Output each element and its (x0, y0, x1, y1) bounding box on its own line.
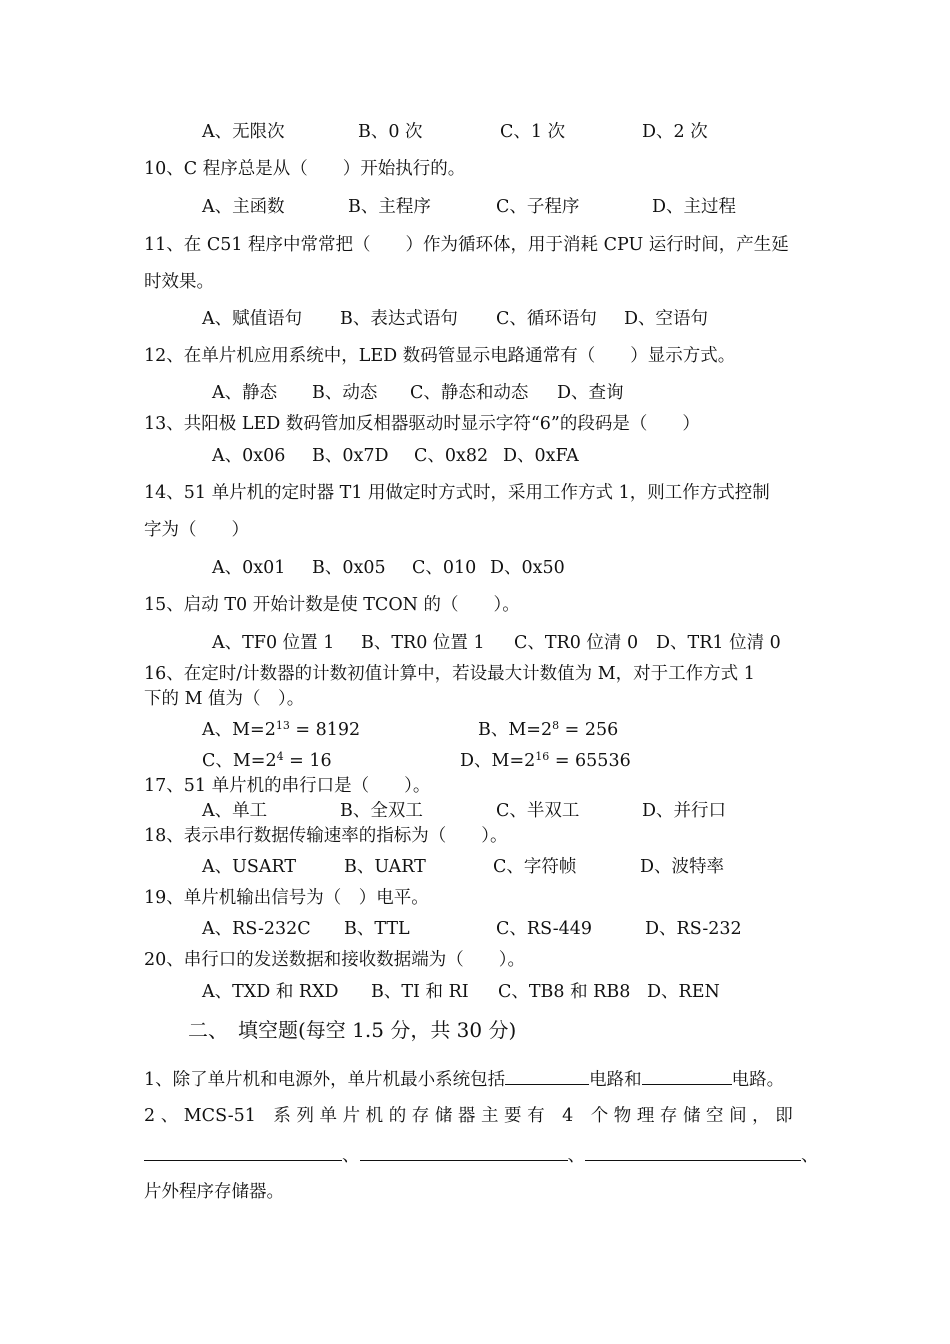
q14-option-b: B、0x05 (312, 558, 386, 578)
q9-option-b: B、0 次 (358, 122, 423, 142)
q14-stem-line1: 14、51 单片机的定时器 T1 用做定时方式时，采用工作方式 1，则工作方式控制 (144, 483, 770, 503)
fill2-separator-1: 、 (342, 1146, 360, 1166)
q16-b-base: B、M=2 (478, 720, 553, 740)
q10-option-b: B、主程序 (348, 197, 431, 217)
fill1-text-part1: 1、除了单片机和电源外，单片机最小系统包括 (144, 1070, 506, 1090)
q12-stem: 12、在单片机应用系统中，LED 数码管显示电路通常有（ ）显示方式。 (144, 346, 736, 366)
q13-option-c: C、0x82 (414, 446, 489, 466)
q9-option-c: C、1 次 (500, 122, 566, 142)
fill1-blank-1[interactable] (505, 1066, 589, 1085)
section-two-heading: 二、 填空题(每空 1.5 分，共 30 分) (188, 1018, 517, 1042)
q18-stem: 18、表示串行数据传输速率的指标为（ ）。 (144, 826, 508, 846)
q16-a-base: A、M=2 (202, 720, 276, 740)
q16-c-value: = 16 (283, 751, 332, 771)
q10-option-c: C、子程序 (496, 197, 580, 217)
q20-option-b: B、TI 和 RI (371, 982, 469, 1002)
fill1-blank-2[interactable] (642, 1066, 732, 1085)
q17-option-d: D、并行口 (642, 801, 727, 821)
q9-option-d: D、2 次 (642, 122, 708, 142)
q16-c-base: C、M=2 (202, 751, 277, 771)
q16-d-base: D、M=2 (460, 751, 536, 771)
q11-option-b: B、表达式语句 (340, 309, 458, 329)
fill-question-2-line1: 2 、 MCS-51 系 列 单 片 机 的 存 储 器 主 要 有 4 个 物 理 存 储 空 间 ， 即 (144, 1106, 793, 1126)
fill2-blank-3[interactable] (585, 1142, 801, 1161)
q18-option-c: C、字符帧 (493, 857, 577, 877)
fill2-blank-1[interactable] (144, 1142, 342, 1161)
q14-option-d: D、0x50 (490, 558, 565, 578)
q9-option-a: A、无限次 (202, 122, 285, 142)
q16-option-c (202, 749, 332, 773)
q12-option-c: C、静态和动态 (410, 383, 529, 403)
q16-b-exponent: 8 (552, 719, 560, 732)
q15-option-b: B、TR0 位置 1 (361, 633, 485, 653)
q20-option-d: D、REN (647, 982, 720, 1002)
q16-a-exponent: 13 (275, 719, 290, 732)
q18-option-d: D、波特率 (640, 857, 725, 877)
q16-d-exponent: 16 (535, 750, 550, 763)
fill-question-2-blanks (144, 1142, 819, 1168)
q13-option-b: B、0x7D (312, 446, 389, 466)
q16-option-a (202, 718, 360, 742)
q11-option-d: D、空语句 (624, 309, 709, 329)
q16-b-value: = 256 (559, 720, 619, 740)
q20-option-c: C、TB8 和 RB8 (498, 982, 631, 1002)
q12-option-d: D、查询 (557, 383, 624, 403)
q16-stem-line1: 16、在定时/计数器的计数初值计算中，若设最大计数值为 M，对于工作方式 1 (144, 664, 755, 684)
q17-stem: 17、51 单片机的串行口是（ ）。 (144, 776, 431, 796)
q15-stem: 15、启动 T0 开始计数是使 TCON 的（ ）。 (144, 595, 520, 615)
q10-stem: 10、C 程序总是从（ ）开始执行的。 (144, 159, 466, 179)
q17-option-b: B、全双工 (340, 801, 423, 821)
q12-option-a: A、静态 (212, 383, 278, 403)
q13-option-d: D、0xFA (503, 446, 579, 466)
q15-option-d: D、TR1 位清 0 (656, 633, 781, 653)
q10-option-a: A、主函数 (202, 197, 285, 217)
q16-option-d (460, 749, 631, 773)
q17-option-c: C、半双工 (496, 801, 580, 821)
q19-option-c: C、RS-449 (496, 919, 593, 939)
fill2-separator-3: 、 (801, 1146, 819, 1166)
q18-option-a: A、USART (202, 857, 297, 877)
fill1-text-part2: 电路和 (589, 1070, 642, 1090)
q11-stem-line1: 11、在 C51 程序中常常把（ ）作为循环体，用于消耗 CPU 运行时间，产生延 (144, 235, 789, 255)
fill-question-2-line3: 片外程序存储器。 (144, 1182, 284, 1202)
q19-option-d: D、RS-232 (645, 919, 742, 939)
q14-option-c: C、010 (412, 558, 477, 578)
q17-option-a: A、单工 (202, 801, 268, 821)
q15-option-a: A、TF0 位置 1 (212, 633, 335, 653)
q20-option-a: A、TXD 和 RXD (202, 982, 339, 1002)
q19-option-a: A、RS-232C (202, 919, 311, 939)
fill1-text-part3: 电路。 (731, 1070, 785, 1090)
q13-stem: 13、共阳极 LED 数码管加反相器驱动时显示字符“6”的段码是（ ） (144, 414, 700, 434)
q18-option-b: B、UART (344, 857, 426, 877)
q11-option-c: C、循环语句 (496, 309, 597, 329)
fill2-blank-2[interactable] (360, 1142, 568, 1161)
q11-stem-line2: 时效果。 (144, 272, 214, 292)
q19-stem: 19、单片机输出信号为（ ）电平。 (144, 888, 429, 908)
q14-option-a: A、0x01 (212, 558, 286, 578)
q16-d-value: = 65536 (549, 751, 631, 771)
q16-option-b (478, 718, 618, 742)
q11-option-a: A、赋值语句 (202, 309, 303, 329)
fill2-separator-2: 、 (567, 1146, 585, 1166)
fill-question-1 (144, 1066, 784, 1092)
q10-option-d: D、主过程 (652, 197, 737, 217)
q19-option-b: B、TTL (344, 919, 410, 939)
q14-stem-line2: 字为（ ） (144, 520, 249, 540)
q16-a-value: = 8192 (289, 720, 361, 740)
q16-c-exponent: 4 (276, 750, 284, 763)
q20-stem: 20、串行口的发送数据和接收数据端为（ ）。 (144, 950, 526, 970)
q13-option-a: A、0x06 (212, 446, 286, 466)
q16-stem-line2: 下的 M 值为（ ）。 (144, 689, 305, 709)
q15-option-c: C、TR0 位清 0 (514, 633, 639, 653)
q12-option-b: B、动态 (312, 383, 378, 403)
